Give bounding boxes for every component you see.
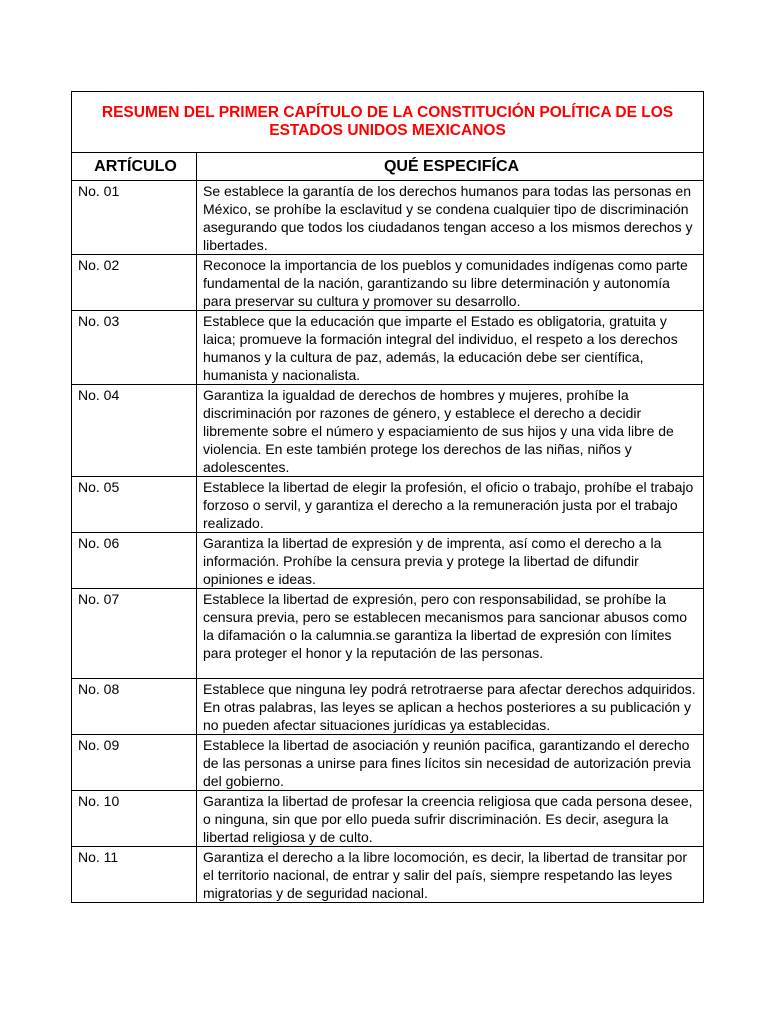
article-number: No. 02 <box>72 255 197 311</box>
article-number: No. 05 <box>72 477 197 533</box>
summary-table <box>71 91 704 903</box>
article-number: No. 07 <box>72 589 197 679</box>
article-number: No. 08 <box>72 679 197 735</box>
article-number: No. 01 <box>72 181 197 255</box>
table-row <box>72 791 704 847</box>
table-row <box>72 679 704 735</box>
article-number: No. 10 <box>72 791 197 847</box>
article-number: No. 03 <box>72 311 197 385</box>
article-description: Garantiza la igualdad de derechos de hombres y mujeres, prohíbe la discriminación por razones de género, y establece el derecho a decidir libremente sobre el número y espaciamiento de sus hijos y una vida libre de violencia. En este también protege los derechos de las niñas, niños y adolescentes. <box>197 385 704 477</box>
article-description: Establece la libertad de asociación y reunión pacifica, garantizando el derecho de las personas a unirse para fines lícitos sin necesidad de autorización previa del gobierno. <box>197 735 704 791</box>
article-description: Se establece la garantía de los derechos humanos para todas las personas en México, se prohíbe la esclavitud y se condena cualquier tipo de discriminación asegurando que todos los ciudadanos tengan acceso a los mismos derechos y libertades. <box>197 181 704 255</box>
article-number: No. 04 <box>72 385 197 477</box>
article-description: Establece que la educación que imparte el Estado es obligatoria, gratuita y laica; promueve la formación integral del individuo, el respeto a los derechos humanos y la cultura de paz, además, la educación debe ser científica, humanista y nacionalista. <box>197 311 704 385</box>
document-title: RESUMEN DEL PRIMER CAPÍTULO DE LA CONSTITUCIÓN POLÍTICA DE LOS ESTADOS UNIDOS MEXICANOS <box>72 92 704 153</box>
article-description: Establece la libertad de expresión, pero con responsabilidad, se prohíbe la censura previa, pero se establecen mecanismos para sancionar abusos como la difamación o la calumnia.se garantiza la libertad de expresión con límites para proteger el honor y la reputación de las personas. <box>197 589 704 679</box>
table-row <box>72 589 704 679</box>
header-row <box>72 153 704 181</box>
table-row <box>72 385 704 477</box>
article-description: Garantiza el derecho a la libre locomoción, es decir, la libertad de transitar por el territorio nacional, de entrar y salir del país, siempre respetando las leyes migratorias y de seguridad nacional. <box>197 847 704 903</box>
table-body <box>72 92 704 903</box>
article-column-header: ARTÍCULO <box>72 153 197 181</box>
article-description: Establece la libertad de elegir la profesión, el oficio o trabajo, prohíbe el trabajo forzoso o servil, y garantiza el derecho a la remuneración justa por el trabajo realizado. <box>197 477 704 533</box>
article-description: Garantiza la libertad de profesar la creencia religiosa que cada persona desee, o ninguna, sin que por ello pueda sufrir discriminación. Es decir, asegura la libertad religiosa y de culto. <box>197 791 704 847</box>
article-number: No. 11 <box>72 847 197 903</box>
article-description: Garantiza la libertad de expresión y de imprenta, así como el derecho a la información. Prohíbe la censura previa y protege la libertad de difundir opiniones e ideas. <box>197 533 704 589</box>
table-row <box>72 533 704 589</box>
table-row <box>72 181 704 255</box>
article-number: No. 09 <box>72 735 197 791</box>
article-number: No. 06 <box>72 533 197 589</box>
article-description: Establece que ninguna ley podrá retrotraerse para afectar derechos adquiridos. En otras palabras, las leyes se aplican a hechos posteriores a su publicación y no pueden afectar situaciones jurídicas ya establecidas. <box>197 679 704 735</box>
table-row <box>72 477 704 533</box>
title-row <box>72 92 704 153</box>
description-column-header: QUÉ ESPECIFÍCA <box>197 153 704 181</box>
table-row <box>72 311 704 385</box>
table-row <box>72 255 704 311</box>
table-row <box>72 847 704 903</box>
article-description: Reconoce la importancia de los pueblos y comunidades indígenas como parte fundamental de la nación, garantizando su libre determinación y autonomía para preservar su cultura y promover su desarrollo. <box>197 255 704 311</box>
table-row <box>72 735 704 791</box>
